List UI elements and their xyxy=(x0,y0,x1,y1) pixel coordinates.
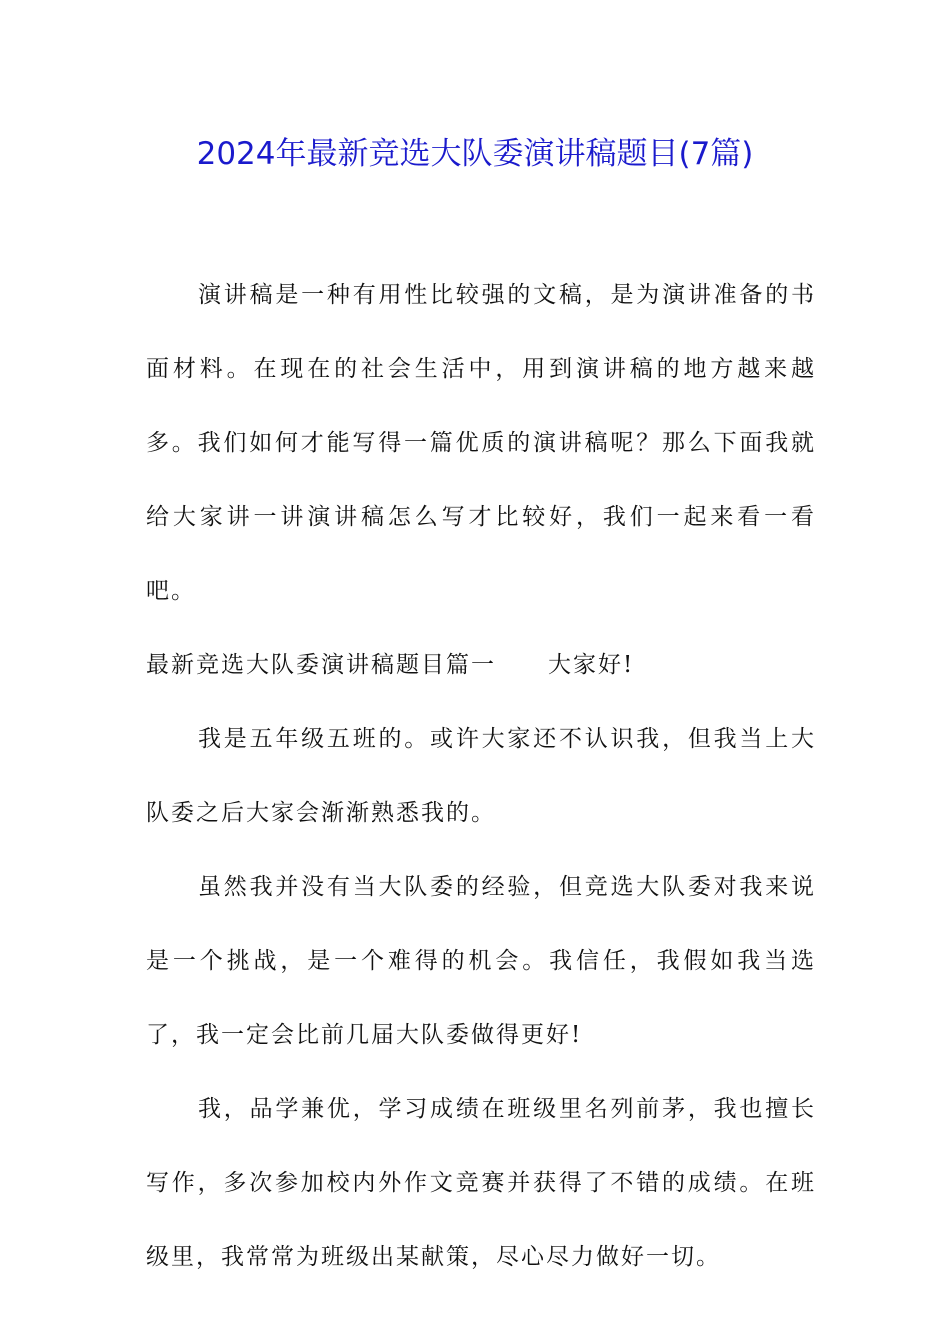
body-paragraph-1: 我是五年级五班的。或许大家还不认识我，但我当上大队委之后大家会渐渐熟悉我的。 xyxy=(146,726,816,826)
greeting-text: 大家好! xyxy=(548,652,635,678)
section-heading: 最新竞选大队委演讲稿题目篇一 xyxy=(146,652,496,678)
body-paragraph-3: 我，品学兼优，学习成绩在班级里名列前茅，我也擅长写作，多次参加校内外作文竞赛并获得了不错的成绩。在班级里，我常常为班级出某献策，尽心尽力做好一切。 xyxy=(146,1096,816,1270)
document-body xyxy=(146,258,816,1294)
section-heading-line xyxy=(146,646,816,684)
body-paragraph-2: 虽然我并没有当大队委的经验，但竞选大队委对我来说是一个挑战，是一个难得的机会。我信任，我假如我当选了，我一定会比前几届大队委做得更好! xyxy=(146,874,816,1048)
document-title: 2024年最新竞选大队委演讲稿题目(7篇) xyxy=(196,136,754,172)
intro-paragraph: 演讲稿是一种有用性比较强的文稿，是为演讲准备的书面材料。在现在的社会生活中，用到演讲稿的地方越来越多。我们如何才能写得一篇优质的演讲稿呢？那么下面我就给大家讲一讲演讲稿怎么写才比较好，我们一起来看一看吧。 xyxy=(146,282,816,604)
